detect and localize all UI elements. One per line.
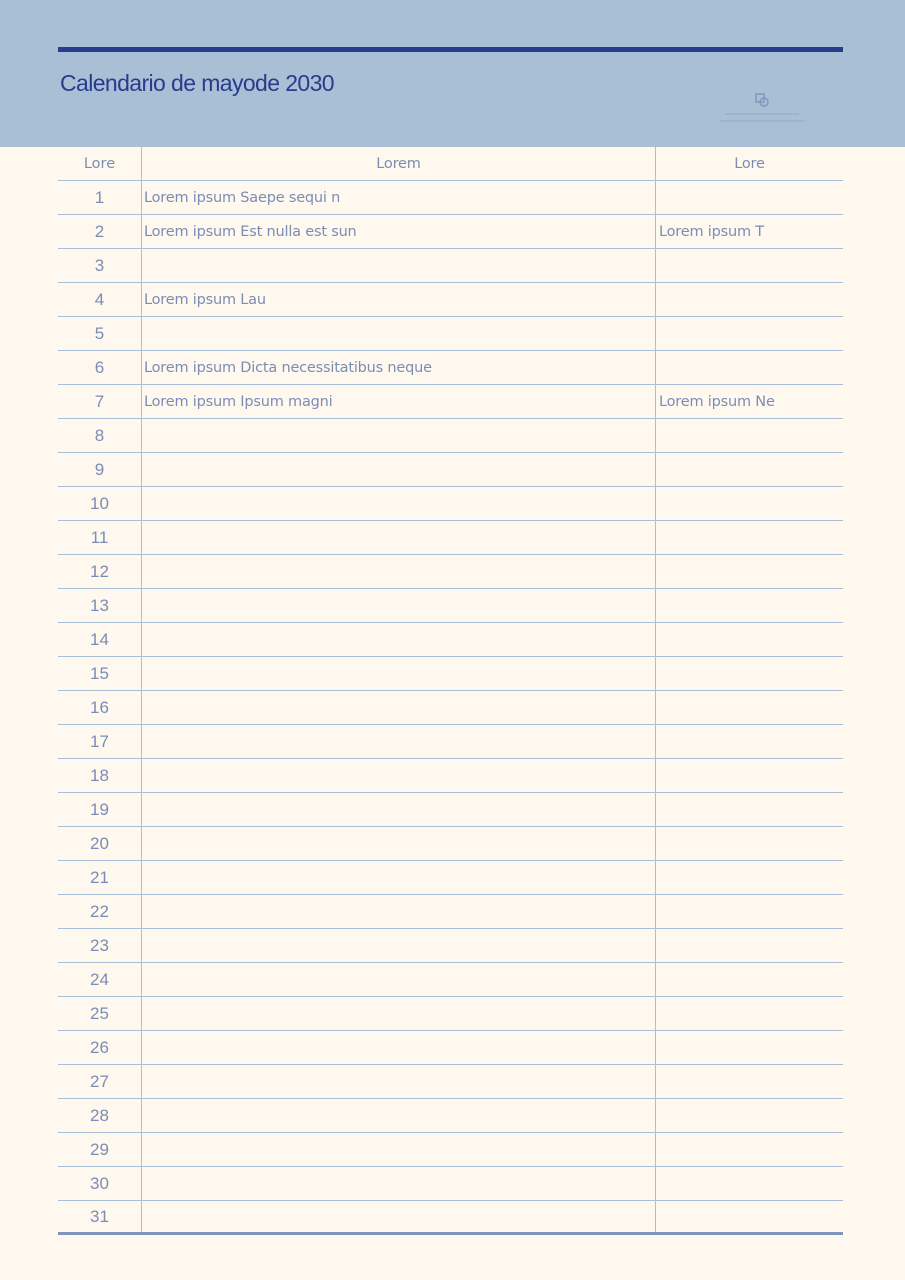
table-row: [58, 895, 843, 929]
note-cell: [656, 351, 843, 384]
note-cell: [656, 249, 843, 282]
note-cell: [656, 691, 843, 724]
event-cell: [142, 759, 656, 792]
note-cell: [656, 1167, 843, 1200]
event-cell: [142, 657, 656, 690]
event-cell: [142, 555, 656, 588]
event-cell: [142, 1099, 656, 1132]
table-row: [58, 351, 843, 385]
table-row: [58, 215, 843, 249]
note-cell: [656, 827, 843, 860]
page-header: [0, 0, 905, 147]
event-cell: [142, 1167, 656, 1200]
day-number-cell: 13: [58, 589, 142, 622]
event-cell: [142, 453, 656, 486]
event-cell: [142, 691, 656, 724]
table-row: [58, 487, 843, 521]
day-number-cell: 23: [58, 929, 142, 962]
table-row: [58, 929, 843, 963]
event-cell: [142, 793, 656, 826]
note-cell: [656, 1065, 843, 1098]
table-row: [58, 181, 843, 215]
table-row: [58, 725, 843, 759]
event-cell: Lorem ipsum Lau: [142, 283, 656, 316]
note-cell: [656, 725, 843, 758]
note-cell: [656, 317, 843, 350]
event-cell: [142, 997, 656, 1030]
page-title: Calendario de mayode 2030: [60, 70, 334, 96]
day-number-cell: 22: [58, 895, 142, 928]
event-cell: [142, 1065, 656, 1098]
event-cell: [142, 1201, 656, 1232]
note-cell: [656, 861, 843, 894]
table-row: [58, 453, 843, 487]
day-number-cell: 18: [58, 759, 142, 792]
column-header-event: Lorem: [142, 147, 656, 180]
event-cell: [142, 861, 656, 894]
event-cell: [142, 725, 656, 758]
note-cell: [656, 793, 843, 826]
table-row: [58, 589, 843, 623]
day-number-cell: 26: [58, 1031, 142, 1064]
day-number-cell: 12: [58, 555, 142, 588]
note-cell: [656, 997, 843, 1030]
note-cell: [656, 895, 843, 928]
note-cell: [656, 1099, 843, 1132]
day-number-cell: 21: [58, 861, 142, 894]
table-row: [58, 759, 843, 793]
note-cell: [656, 1201, 843, 1232]
table-row: [58, 1031, 843, 1065]
note-cell: [656, 555, 843, 588]
event-cell: [142, 895, 656, 928]
day-number-cell: 6: [58, 351, 142, 384]
day-number-cell: 1: [58, 181, 142, 214]
day-number-cell: 8: [58, 419, 142, 452]
day-number-cell: 31: [58, 1201, 142, 1232]
day-number-cell: 14: [58, 623, 142, 656]
day-number-cell: 5: [58, 317, 142, 350]
table-row: [58, 249, 843, 283]
event-cell: [142, 249, 656, 282]
day-number-cell: 28: [58, 1099, 142, 1132]
day-number-cell: 10: [58, 487, 142, 520]
note-cell: [656, 521, 843, 554]
event-cell: [142, 1133, 656, 1166]
table-row: [58, 657, 843, 691]
note-cell: [656, 623, 843, 656]
table-row: [58, 1065, 843, 1099]
day-number-cell: 15: [58, 657, 142, 690]
note-cell: [656, 657, 843, 690]
day-number-cell: 20: [58, 827, 142, 860]
day-number-cell: 24: [58, 963, 142, 996]
table-row: [58, 997, 843, 1031]
day-number-cell: 4: [58, 283, 142, 316]
day-number-cell: 11: [58, 521, 142, 554]
table-row: [58, 1167, 843, 1201]
table-row: [58, 1099, 843, 1133]
day-number-cell: 9: [58, 453, 142, 486]
event-cell: [142, 317, 656, 350]
note-cell: [656, 963, 843, 996]
event-cell: [142, 929, 656, 962]
event-cell: Lorem ipsum Est nulla est sun: [142, 215, 656, 248]
table-row: [58, 963, 843, 997]
note-cell: [656, 759, 843, 792]
logo-tagline-line: [725, 113, 799, 115]
column-header-note: Lore: [734, 155, 765, 172]
event-cell: [142, 1031, 656, 1064]
table-row: [58, 623, 843, 657]
event-cell: [142, 521, 656, 554]
event-cell: [142, 963, 656, 996]
day-number-cell: 29: [58, 1133, 142, 1166]
event-cell: [142, 827, 656, 860]
day-number-cell: 30: [58, 1167, 142, 1200]
note-cell: Lorem ipsum T: [659, 223, 764, 240]
table-row: [58, 691, 843, 725]
note-cell: [656, 487, 843, 520]
day-number-cell: 2: [58, 215, 142, 248]
table-row: [58, 1133, 843, 1167]
table-row: [58, 555, 843, 589]
event-cell: [142, 419, 656, 452]
table-row: [58, 861, 843, 895]
column-header-day: Lore: [58, 147, 142, 180]
overlapping-shapes-icon: [754, 92, 770, 108]
day-number-cell: 19: [58, 793, 142, 826]
day-number-cell: 16: [58, 691, 142, 724]
note-cell: [656, 1133, 843, 1166]
note-cell: [656, 1031, 843, 1064]
day-number-cell: 7: [58, 385, 142, 418]
calendar-table: [58, 147, 843, 1235]
table-row: [58, 793, 843, 827]
note-cell: [656, 453, 843, 486]
event-cell: [142, 623, 656, 656]
table-row: [58, 317, 843, 351]
day-number-cell: 25: [58, 997, 142, 1030]
event-cell: [142, 589, 656, 622]
note-cell: [656, 589, 843, 622]
day-number-cell: 17: [58, 725, 142, 758]
day-number-cell: 27: [58, 1065, 142, 1098]
event-cell: [142, 487, 656, 520]
table-row: [58, 419, 843, 453]
day-number-cell: 3: [58, 249, 142, 282]
event-cell: Lorem ipsum Saepe sequi n: [142, 181, 656, 214]
table-row: [58, 521, 843, 555]
table-row: [58, 1201, 843, 1235]
header-rule: [58, 47, 843, 52]
table-row: [58, 283, 843, 317]
event-cell: Lorem ipsum Dicta necessitatibus neque: [142, 351, 656, 384]
note-cell: [656, 283, 843, 316]
note-cell: [656, 929, 843, 962]
note-cell: Lorem ipsum Ne: [659, 393, 775, 410]
note-cell: [656, 419, 843, 452]
logo: [712, 92, 812, 132]
table-row: [58, 385, 843, 419]
event-cell: Lorem ipsum Ipsum magni: [142, 385, 656, 418]
table-header-row: [58, 147, 843, 181]
logo-tagline-line: [720, 120, 804, 122]
table-row: [58, 827, 843, 861]
note-cell: [656, 181, 843, 214]
